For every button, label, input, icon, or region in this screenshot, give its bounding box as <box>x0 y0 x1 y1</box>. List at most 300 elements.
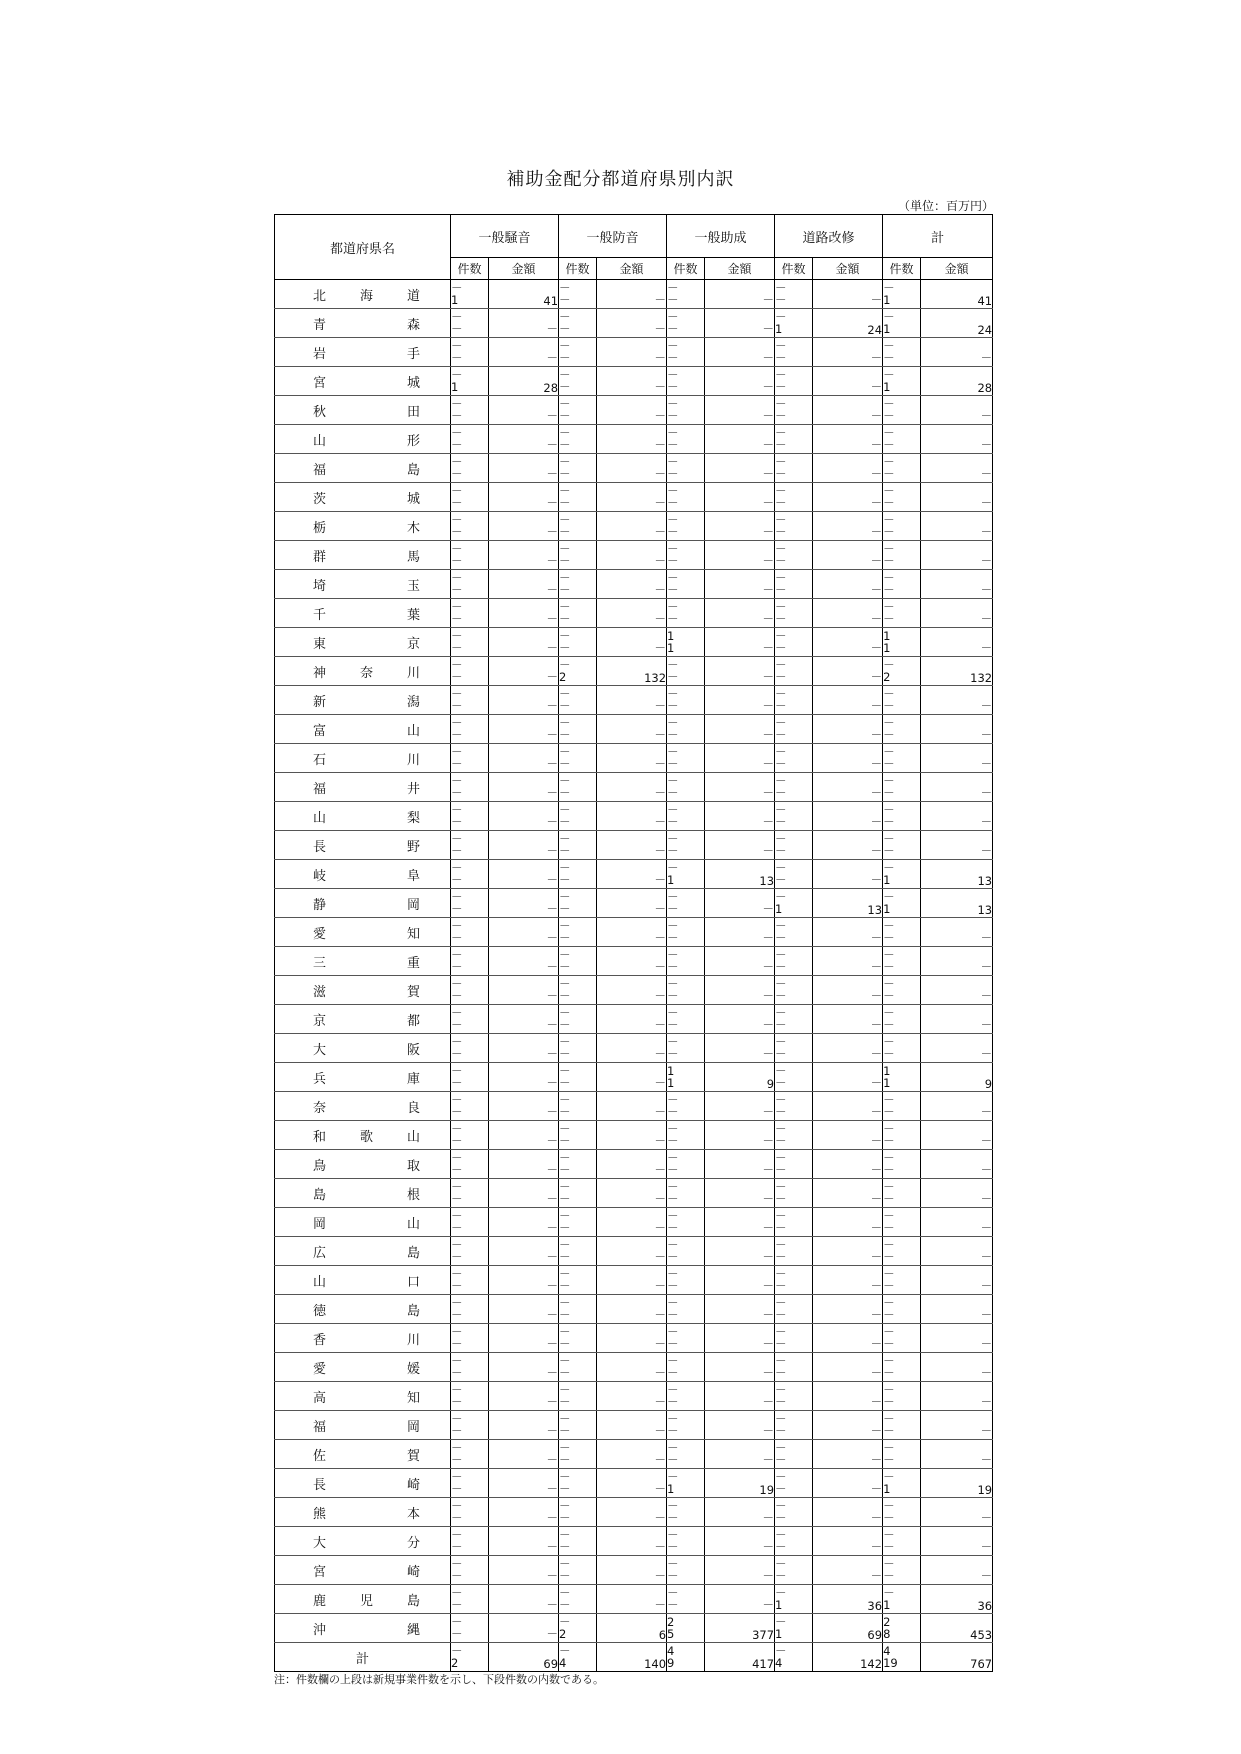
prefecture-char: 手 <box>406 346 420 362</box>
new-count: － <box>451 397 463 411</box>
amount-cell: － <box>705 831 775 860</box>
prefecture-char: 川 <box>406 665 420 681</box>
count-cell <box>883 1324 921 1353</box>
amount-cell: － <box>489 1266 559 1295</box>
new-count: － <box>883 890 895 904</box>
new-count: － <box>559 1644 571 1658</box>
count-cell <box>451 1527 489 1556</box>
count: － <box>883 1192 895 1206</box>
count: － <box>451 844 463 858</box>
new-count: － <box>775 832 787 846</box>
count: － <box>559 1598 571 1612</box>
count-cell <box>775 715 813 744</box>
count-cell <box>883 599 921 628</box>
count: － <box>775 1192 787 1206</box>
count: 1 <box>451 380 459 394</box>
count-cell <box>883 1208 921 1237</box>
count: － <box>883 699 895 713</box>
new-count: 2 <box>667 1615 675 1629</box>
amount-cell: 13 <box>921 889 993 918</box>
prefecture-name <box>275 546 450 565</box>
new-count: 4 <box>883 1644 891 1658</box>
new-count: － <box>775 484 787 498</box>
count: － <box>559 1134 571 1148</box>
amount-cell: － <box>921 686 993 715</box>
prefecture-char: 井 <box>406 781 420 797</box>
count-cell <box>559 1295 597 1324</box>
count: － <box>775 1308 787 1322</box>
amount-cell: － <box>705 1498 775 1527</box>
new-count: － <box>667 861 679 875</box>
prefecture-char: 宮 <box>313 375 327 391</box>
header-prefecture: 都道府県名 <box>275 215 451 280</box>
count: 1 <box>883 380 891 394</box>
count: － <box>451 1424 463 1438</box>
count: － <box>667 931 679 945</box>
count-cell <box>451 1121 489 1150</box>
new-count: － <box>775 1528 787 1542</box>
new-count: － <box>667 513 679 527</box>
count-cell <box>775 1208 813 1237</box>
table-row <box>275 1469 993 1498</box>
count-cell <box>559 947 597 976</box>
count-cell <box>667 570 705 599</box>
count: － <box>451 583 463 597</box>
amount-cell: － <box>813 802 883 831</box>
count: － <box>559 1337 571 1351</box>
count-cell <box>883 309 921 338</box>
new-count: － <box>451 890 463 904</box>
count: － <box>451 612 463 626</box>
count: 19 <box>883 1656 898 1670</box>
count: － <box>451 1511 463 1525</box>
count-cell <box>667 1150 705 1179</box>
count-cell <box>559 541 597 570</box>
prefecture-char: 千 <box>313 607 327 623</box>
prefecture-char: 沖 <box>313 1622 327 1638</box>
count: － <box>667 989 679 1003</box>
amount-cell: － <box>921 1498 993 1527</box>
new-count: － <box>883 1267 895 1281</box>
amount-cell: － <box>705 367 775 396</box>
count-cell <box>451 280 489 309</box>
new-count: － <box>451 1325 463 1339</box>
prefecture-char: 知 <box>406 1390 420 1406</box>
count: － <box>775 612 787 626</box>
new-count: － <box>883 1412 895 1426</box>
new-count: － <box>559 890 571 904</box>
new-count: － <box>451 1615 463 1629</box>
amount-cell: － <box>489 1237 559 1266</box>
count: － <box>559 1569 571 1583</box>
prefecture-name <box>275 1097 450 1116</box>
new-count: － <box>775 1557 787 1571</box>
count-cell <box>559 1121 597 1150</box>
prefecture-char: 埼 <box>313 578 327 594</box>
amount-cell: － <box>705 570 775 599</box>
prefecture-char: 高 <box>313 1390 327 1406</box>
new-count: － <box>883 571 895 585</box>
count-cell <box>883 1266 921 1295</box>
prefecture-char: 宮 <box>313 1564 327 1580</box>
count-cell <box>451 686 489 715</box>
new-count: 1 <box>883 629 891 643</box>
amount-cell: － <box>489 773 559 802</box>
count: － <box>667 554 679 568</box>
count-cell <box>667 425 705 454</box>
amount-cell: － <box>597 918 667 947</box>
amount-cell: － <box>489 541 559 570</box>
amount-cell: － <box>813 512 883 541</box>
count-cell <box>451 1034 489 1063</box>
count: － <box>883 1511 895 1525</box>
new-count: － <box>559 1093 571 1107</box>
new-count: － <box>559 542 571 556</box>
count-cell <box>775 1498 813 1527</box>
count: － <box>883 728 895 742</box>
new-count: － <box>883 310 895 324</box>
new-count: － <box>883 832 895 846</box>
new-count: － <box>883 948 895 962</box>
new-count: － <box>667 716 679 730</box>
new-count: － <box>451 1209 463 1223</box>
prefecture-cell <box>275 541 451 570</box>
count: － <box>775 1047 787 1061</box>
new-count: － <box>559 687 571 701</box>
amount-cell: － <box>489 483 559 512</box>
new-count: － <box>883 716 895 730</box>
count-cell <box>775 1527 813 1556</box>
count-cell <box>775 1121 813 1150</box>
new-count: － <box>883 1470 895 1484</box>
prefecture-char: 庫 <box>406 1071 420 1087</box>
count-cell <box>667 1411 705 1440</box>
count: 1 <box>775 1627 783 1641</box>
prefecture-name <box>275 778 450 797</box>
amount-cell: － <box>597 1005 667 1034</box>
amount-cell: － <box>813 396 883 425</box>
amount-cell: － <box>597 309 667 338</box>
amount-cell: － <box>489 918 559 947</box>
count-cell <box>883 860 921 889</box>
new-count: － <box>775 803 787 817</box>
amount-cell: － <box>813 1063 883 1092</box>
amount-cell: － <box>597 570 667 599</box>
count-cell <box>559 1527 597 1556</box>
count: － <box>883 438 895 452</box>
prefecture-name <box>275 343 450 362</box>
count-cell <box>559 338 597 367</box>
amount-cell: － <box>597 1121 667 1150</box>
prefecture-cell <box>275 1585 451 1614</box>
total-row <box>275 1643 993 1672</box>
amount-cell: － <box>489 1208 559 1237</box>
count: － <box>451 409 463 423</box>
header-amount: 金額 <box>813 258 883 280</box>
count: － <box>883 351 895 365</box>
prefecture-char: 山 <box>313 810 327 826</box>
amount-cell: － <box>597 831 667 860</box>
count: － <box>559 1540 571 1554</box>
count: － <box>451 1163 463 1177</box>
count: 1 <box>775 322 783 336</box>
new-count: － <box>667 803 679 817</box>
count-cell <box>667 599 705 628</box>
prefecture-char: 大 <box>313 1042 327 1058</box>
amount-cell: － <box>921 599 993 628</box>
prefecture-char: 富 <box>313 723 327 739</box>
new-count: － <box>667 890 679 904</box>
count-cell <box>451 1208 489 1237</box>
amount-cell: 69 <box>489 1643 559 1672</box>
prefecture-char: 歌 <box>359 1129 373 1145</box>
prefecture-char: 香 <box>313 1332 327 1348</box>
count-cell <box>559 918 597 947</box>
new-count: － <box>667 1528 679 1542</box>
new-count: － <box>451 426 463 440</box>
prefecture-char: 徳 <box>313 1303 327 1319</box>
new-count: － <box>775 1064 787 1078</box>
new-count: － <box>667 339 679 353</box>
prefecture-char: 野 <box>406 839 420 855</box>
amount-cell: － <box>489 1411 559 1440</box>
amount-cell: － <box>597 425 667 454</box>
amount-cell: － <box>489 425 559 454</box>
count-cell <box>775 657 813 686</box>
new-count: － <box>883 1528 895 1542</box>
count: － <box>883 1308 895 1322</box>
amount-cell: － <box>813 1382 883 1411</box>
count: － <box>451 1076 463 1090</box>
header-count: 件数 <box>667 258 705 280</box>
count-cell <box>451 918 489 947</box>
new-count: － <box>559 1354 571 1368</box>
count-cell <box>559 976 597 1005</box>
new-count: － <box>667 1209 679 1223</box>
count-cell <box>559 1382 597 1411</box>
prefecture-char: 三 <box>313 955 327 971</box>
count: － <box>451 1395 463 1409</box>
new-count: － <box>559 774 571 788</box>
count: 1 <box>667 873 675 887</box>
prefecture-cell <box>275 1121 451 1150</box>
amount-cell: － <box>597 454 667 483</box>
count-cell <box>667 1527 705 1556</box>
count: － <box>883 1569 895 1583</box>
prefecture-char: 奈 <box>359 665 373 681</box>
new-count: － <box>775 571 787 585</box>
count-cell <box>883 947 921 976</box>
count-cell <box>451 1498 489 1527</box>
amount-cell: － <box>705 657 775 686</box>
amount-cell: － <box>813 628 883 657</box>
count: － <box>775 1134 787 1148</box>
prefecture-cell <box>275 802 451 831</box>
new-count: － <box>775 513 787 527</box>
count-cell <box>775 425 813 454</box>
amount-cell: － <box>597 1469 667 1498</box>
new-count: － <box>559 658 571 672</box>
count-cell <box>451 831 489 860</box>
count-cell <box>451 744 489 773</box>
amount-cell: 13 <box>813 889 883 918</box>
amount-cell: － <box>813 1179 883 1208</box>
table-row <box>275 1208 993 1237</box>
count: － <box>667 1395 679 1409</box>
new-count: － <box>559 513 571 527</box>
prefecture-char: 山 <box>406 723 420 739</box>
new-count: － <box>667 919 679 933</box>
prefecture-char: 阜 <box>406 868 420 884</box>
count: － <box>559 728 571 742</box>
count-cell <box>883 1295 921 1324</box>
count-cell <box>559 1005 597 1034</box>
new-count: － <box>883 1586 895 1600</box>
prefecture-char: 知 <box>406 926 420 942</box>
prefecture-name <box>275 1358 450 1377</box>
table-row <box>275 1556 993 1585</box>
count-cell <box>775 1034 813 1063</box>
count-cell <box>775 1353 813 1382</box>
table-row <box>275 860 993 889</box>
prefecture-name <box>275 517 450 536</box>
table-row <box>275 947 993 976</box>
prefecture-cell <box>275 889 451 918</box>
table-row <box>275 802 993 831</box>
table-row <box>275 1440 993 1469</box>
new-count: － <box>559 281 571 295</box>
count: － <box>775 1569 787 1583</box>
count-cell <box>451 1585 489 1614</box>
prefecture-name <box>275 1039 450 1058</box>
new-count: － <box>451 281 463 295</box>
count-cell <box>667 1643 705 1672</box>
prefecture-char: 鹿 <box>313 1593 327 1609</box>
amount-cell: － <box>705 512 775 541</box>
amount-cell: － <box>489 309 559 338</box>
count-cell <box>667 860 705 889</box>
new-count: － <box>559 600 571 614</box>
amount-cell: － <box>705 1034 775 1063</box>
new-count: － <box>559 1615 571 1629</box>
count-cell <box>559 1614 597 1643</box>
amount-cell: 19 <box>921 1469 993 1498</box>
count-cell <box>451 889 489 918</box>
amount-cell: － <box>489 715 559 744</box>
new-count: － <box>883 774 895 788</box>
new-count: － <box>883 484 895 498</box>
new-count: － <box>775 687 787 701</box>
prefecture-char: 道 <box>406 288 420 304</box>
count-cell <box>775 309 813 338</box>
amount-cell: 417 <box>705 1643 775 1672</box>
new-count: － <box>667 455 679 469</box>
table-row <box>275 1092 993 1121</box>
new-count: － <box>883 687 895 701</box>
prefecture-cell <box>275 1556 451 1585</box>
amount-cell: － <box>489 1498 559 1527</box>
new-count: － <box>883 745 895 759</box>
new-count: － <box>559 1151 571 1165</box>
prefecture-name <box>275 807 450 826</box>
count-cell <box>775 1005 813 1034</box>
table-row <box>275 1005 993 1034</box>
prefecture-name <box>275 575 450 594</box>
count: － <box>667 699 679 713</box>
count-cell <box>451 454 489 483</box>
count: － <box>775 1540 787 1554</box>
amount-cell: － <box>705 918 775 947</box>
amount-cell: 13 <box>921 860 993 889</box>
amount-cell: － <box>597 773 667 802</box>
count: － <box>559 1163 571 1177</box>
new-count: － <box>883 977 895 991</box>
count: － <box>559 1395 571 1409</box>
count-cell <box>667 715 705 744</box>
count-cell <box>883 367 921 396</box>
count: － <box>559 525 571 539</box>
new-count: － <box>559 368 571 382</box>
prefecture-char: 島 <box>406 1245 420 1261</box>
count: － <box>667 438 679 452</box>
new-count: － <box>451 1267 463 1281</box>
prefecture-cell <box>275 744 451 773</box>
amount-cell: 36 <box>921 1585 993 1614</box>
count-cell <box>451 1382 489 1411</box>
count: － <box>667 1598 679 1612</box>
amount-cell: － <box>921 918 993 947</box>
amount-cell: － <box>597 1353 667 1382</box>
amount-cell: － <box>921 512 993 541</box>
count: － <box>775 1076 787 1090</box>
amount-cell: － <box>813 947 883 976</box>
count: － <box>559 380 571 394</box>
count-cell <box>883 657 921 686</box>
count-cell <box>883 1382 921 1411</box>
amount-cell: － <box>705 1005 775 1034</box>
count-cell <box>667 1092 705 1121</box>
table-row <box>275 1527 993 1556</box>
count-cell <box>559 570 597 599</box>
prefecture-name <box>275 1416 450 1435</box>
page-title: 補助金配分都道府県別内訳 <box>506 169 735 190</box>
new-count: － <box>559 1064 571 1078</box>
new-count: － <box>451 1064 463 1078</box>
count: － <box>775 1279 787 1293</box>
count-cell <box>883 425 921 454</box>
amount-cell: － <box>813 1556 883 1585</box>
prefecture-char: 崎 <box>406 1564 420 1580</box>
amount-cell: － <box>489 744 559 773</box>
new-count: － <box>559 1470 571 1484</box>
new-count: － <box>451 1296 463 1310</box>
amount-cell: － <box>705 599 775 628</box>
table-row <box>275 1034 993 1063</box>
count: － <box>451 931 463 945</box>
prefecture-name <box>275 1590 450 1609</box>
prefecture-char: 滋 <box>313 984 327 1000</box>
amount-cell: － <box>813 280 883 309</box>
new-count: － <box>775 1383 787 1397</box>
new-count: － <box>883 1557 895 1571</box>
count-cell <box>883 1411 921 1440</box>
prefecture-char: 島 <box>406 1303 420 1319</box>
new-count: － <box>451 542 463 556</box>
header-count: 件数 <box>559 258 597 280</box>
amount-cell: － <box>813 860 883 889</box>
count-cell <box>775 338 813 367</box>
count: － <box>667 1308 679 1322</box>
